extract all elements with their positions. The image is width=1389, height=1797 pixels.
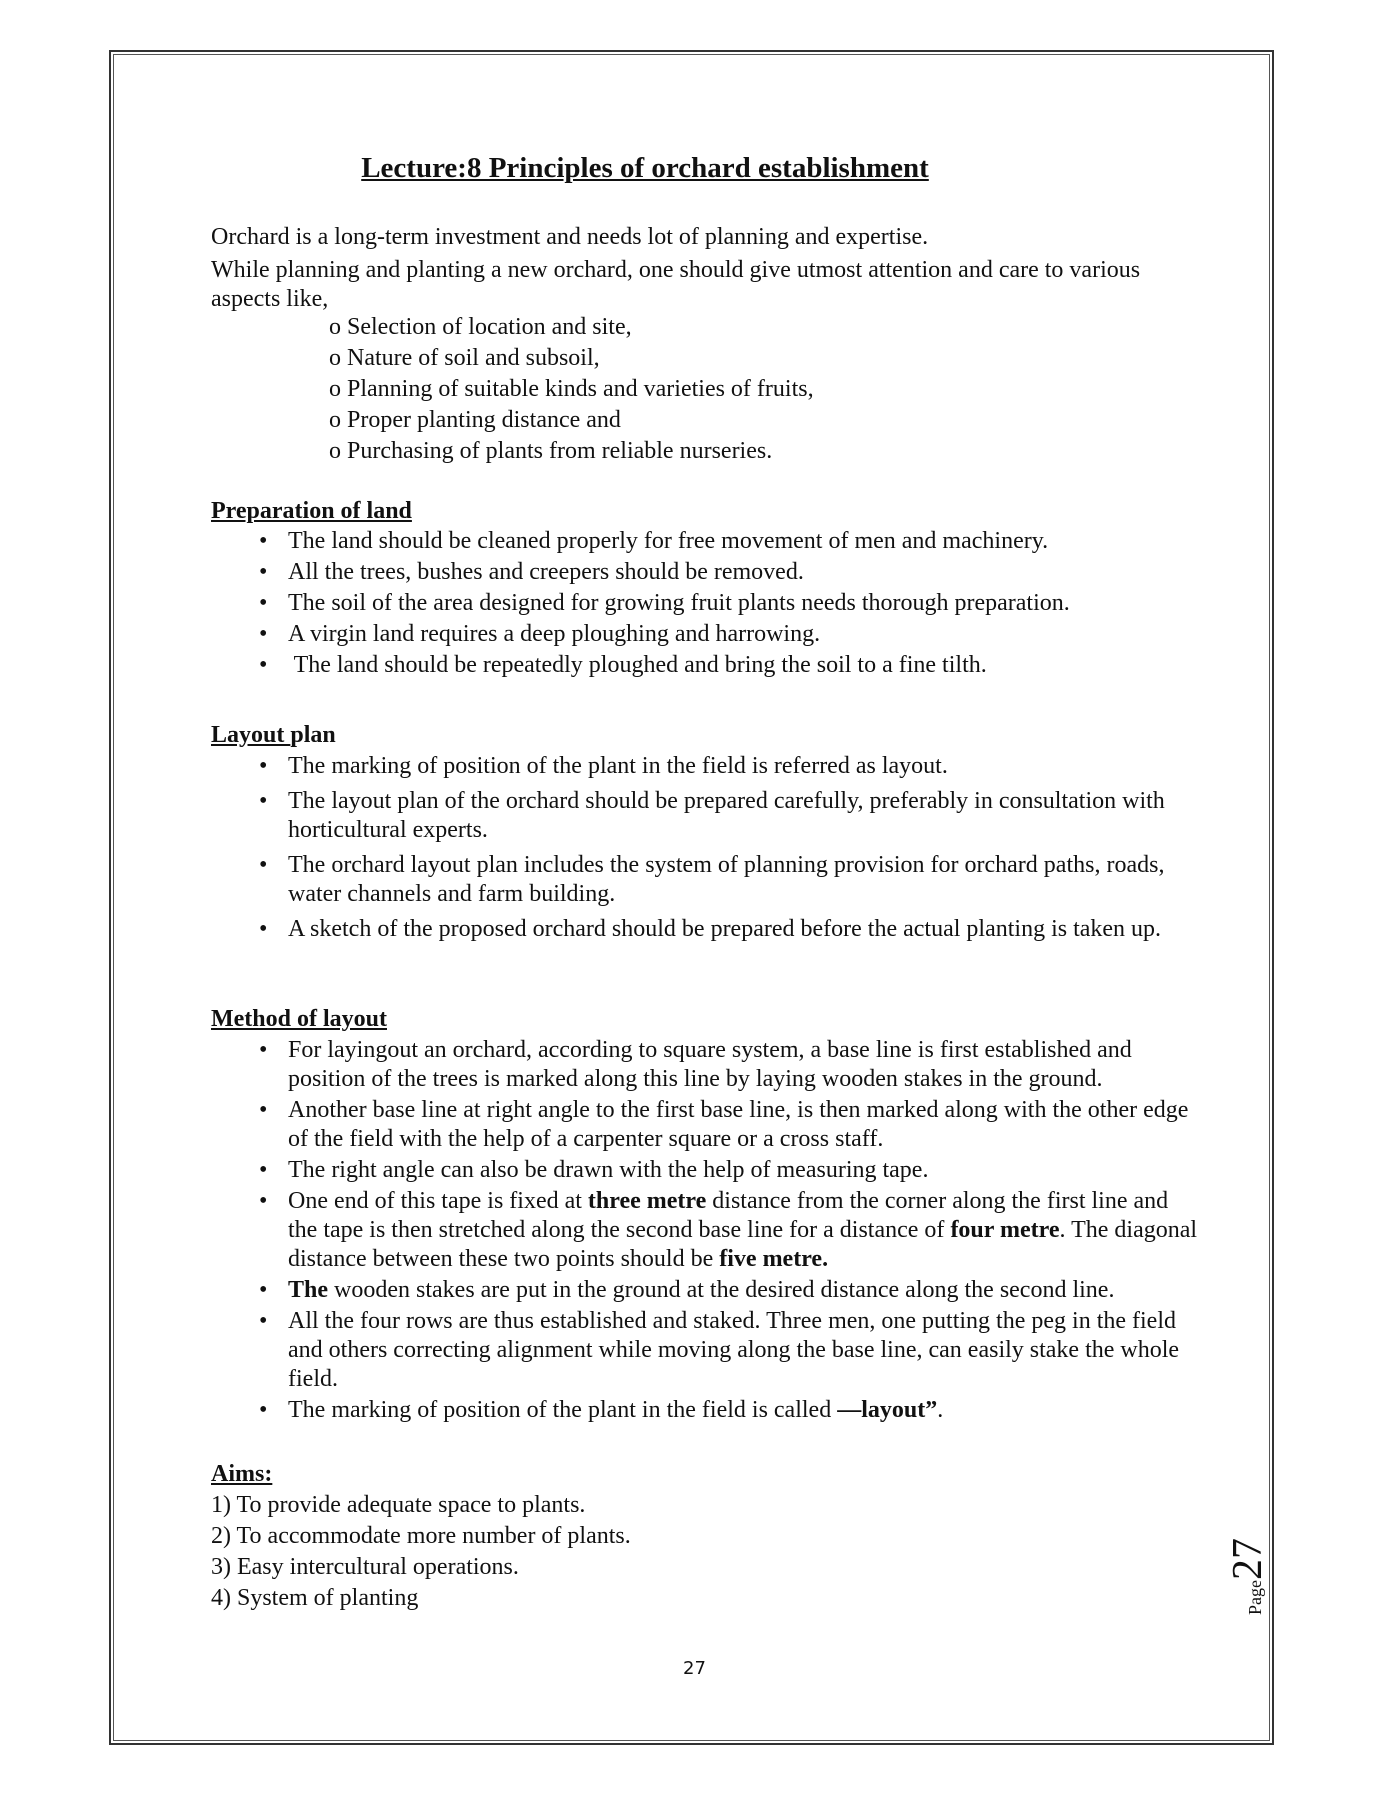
- list-item: • The right angle can also be drawn with the help of measuring tape.: [211, 1156, 1201, 1185]
- list-item: 2) To accommodate more number of plants.: [211, 1523, 631, 1549]
- section-heading-layout: Layout plan: [211, 722, 336, 748]
- list-item: • All the four rows are thus established and staked. Three men, one putting the peg in the field and others correcting alignment while moving along the base line, can easily stake the whole field.: [211, 1307, 1201, 1394]
- list-item: • The marking of position of the plant in the field is called ―layout”.: [211, 1396, 1201, 1425]
- list-item: o Nature of soil and subsoil,: [329, 345, 600, 371]
- preparation-list: [211, 527, 1201, 682]
- list-item: • The marking of position of the plant in the field is referred as layout.: [211, 752, 1201, 781]
- list-item: • The layout plan of the orchard should be prepared carefully, preferably in consultation with horticultural experts.: [211, 787, 1201, 845]
- list-item: o Purchasing of plants from reliable nurseries.: [329, 438, 773, 464]
- list-item: 3) Easy intercultural operations.: [211, 1554, 519, 1580]
- section-heading-aims: Aims:: [211, 1461, 273, 1487]
- list-item: • All the trees, bushes and creepers should be removed.: [211, 558, 1201, 587]
- list-item: o Selection of location and site,: [329, 314, 632, 340]
- list-item: 1) To provide adequate space to plants.: [211, 1492, 586, 1518]
- side-page-word: Page: [1245, 1580, 1265, 1615]
- intro-line-2: While planning and planting a new orchard, one should give utmost attention and care to various aspects like,: [211, 257, 1141, 312]
- page-number: 27: [683, 1658, 706, 1679]
- list-item: • One end of this tape is fixed at three metre distance from the corner along the first line and the tape is then stretched along the second base line for a distance of four metre. The diagonal distance between these two points should be five metre.: [211, 1187, 1201, 1274]
- list-item: 4) System of planting: [211, 1585, 419, 1611]
- layout-list: [211, 752, 1201, 950]
- list-item: • The wooden stakes are put in the ground at the desired distance along the second line.: [211, 1276, 1201, 1305]
- list-item: • The soil of the area designed for growing fruit plants needs thorough preparation.: [211, 589, 1201, 618]
- list-item: • For layingout an orchard, according to square system, a base line is first established and position of the trees is marked along this line by laying wooden stakes in the ground.: [211, 1036, 1201, 1094]
- list-item: • A sketch of the proposed orchard should be prepared before the actual planting is taken up.: [211, 915, 1201, 944]
- list-item: o Planning of suitable kinds and varieties of fruits,: [329, 376, 814, 402]
- list-item: • The land should be repeatedly ploughed and bring the soil to a fine tilth.: [211, 651, 1201, 680]
- method-list: [211, 1036, 1201, 1427]
- section-heading-method: Method of layout: [211, 1006, 387, 1032]
- side-page-label: [1224, 1538, 1272, 1615]
- list-item: • A virgin land requires a deep ploughing and harrowing.: [211, 620, 1201, 649]
- list-item: • Another base line at right angle to the first base line, is then marked along with the other edge of the field with the help of a carpenter square or a cross staff.: [211, 1096, 1201, 1154]
- intro-line-1: Orchard is a long-term investment and needs lot of planning and expertise.: [211, 224, 929, 250]
- list-item: • The land should be cleaned properly for free movement of men and machinery.: [211, 527, 1201, 556]
- section-heading-preparation: Preparation of land: [211, 498, 412, 524]
- aspects-list: [329, 312, 814, 467]
- side-page-number: 27: [1225, 1538, 1271, 1580]
- page-title: Lecture:8 Principles of orchard establishment: [361, 152, 929, 184]
- aims-list: [211, 1490, 631, 1614]
- list-item: • The orchard layout plan includes the system of planning provision for orchard paths, roads, water channels and farm building.: [211, 851, 1201, 909]
- list-item: o Proper planting distance and: [329, 407, 621, 433]
